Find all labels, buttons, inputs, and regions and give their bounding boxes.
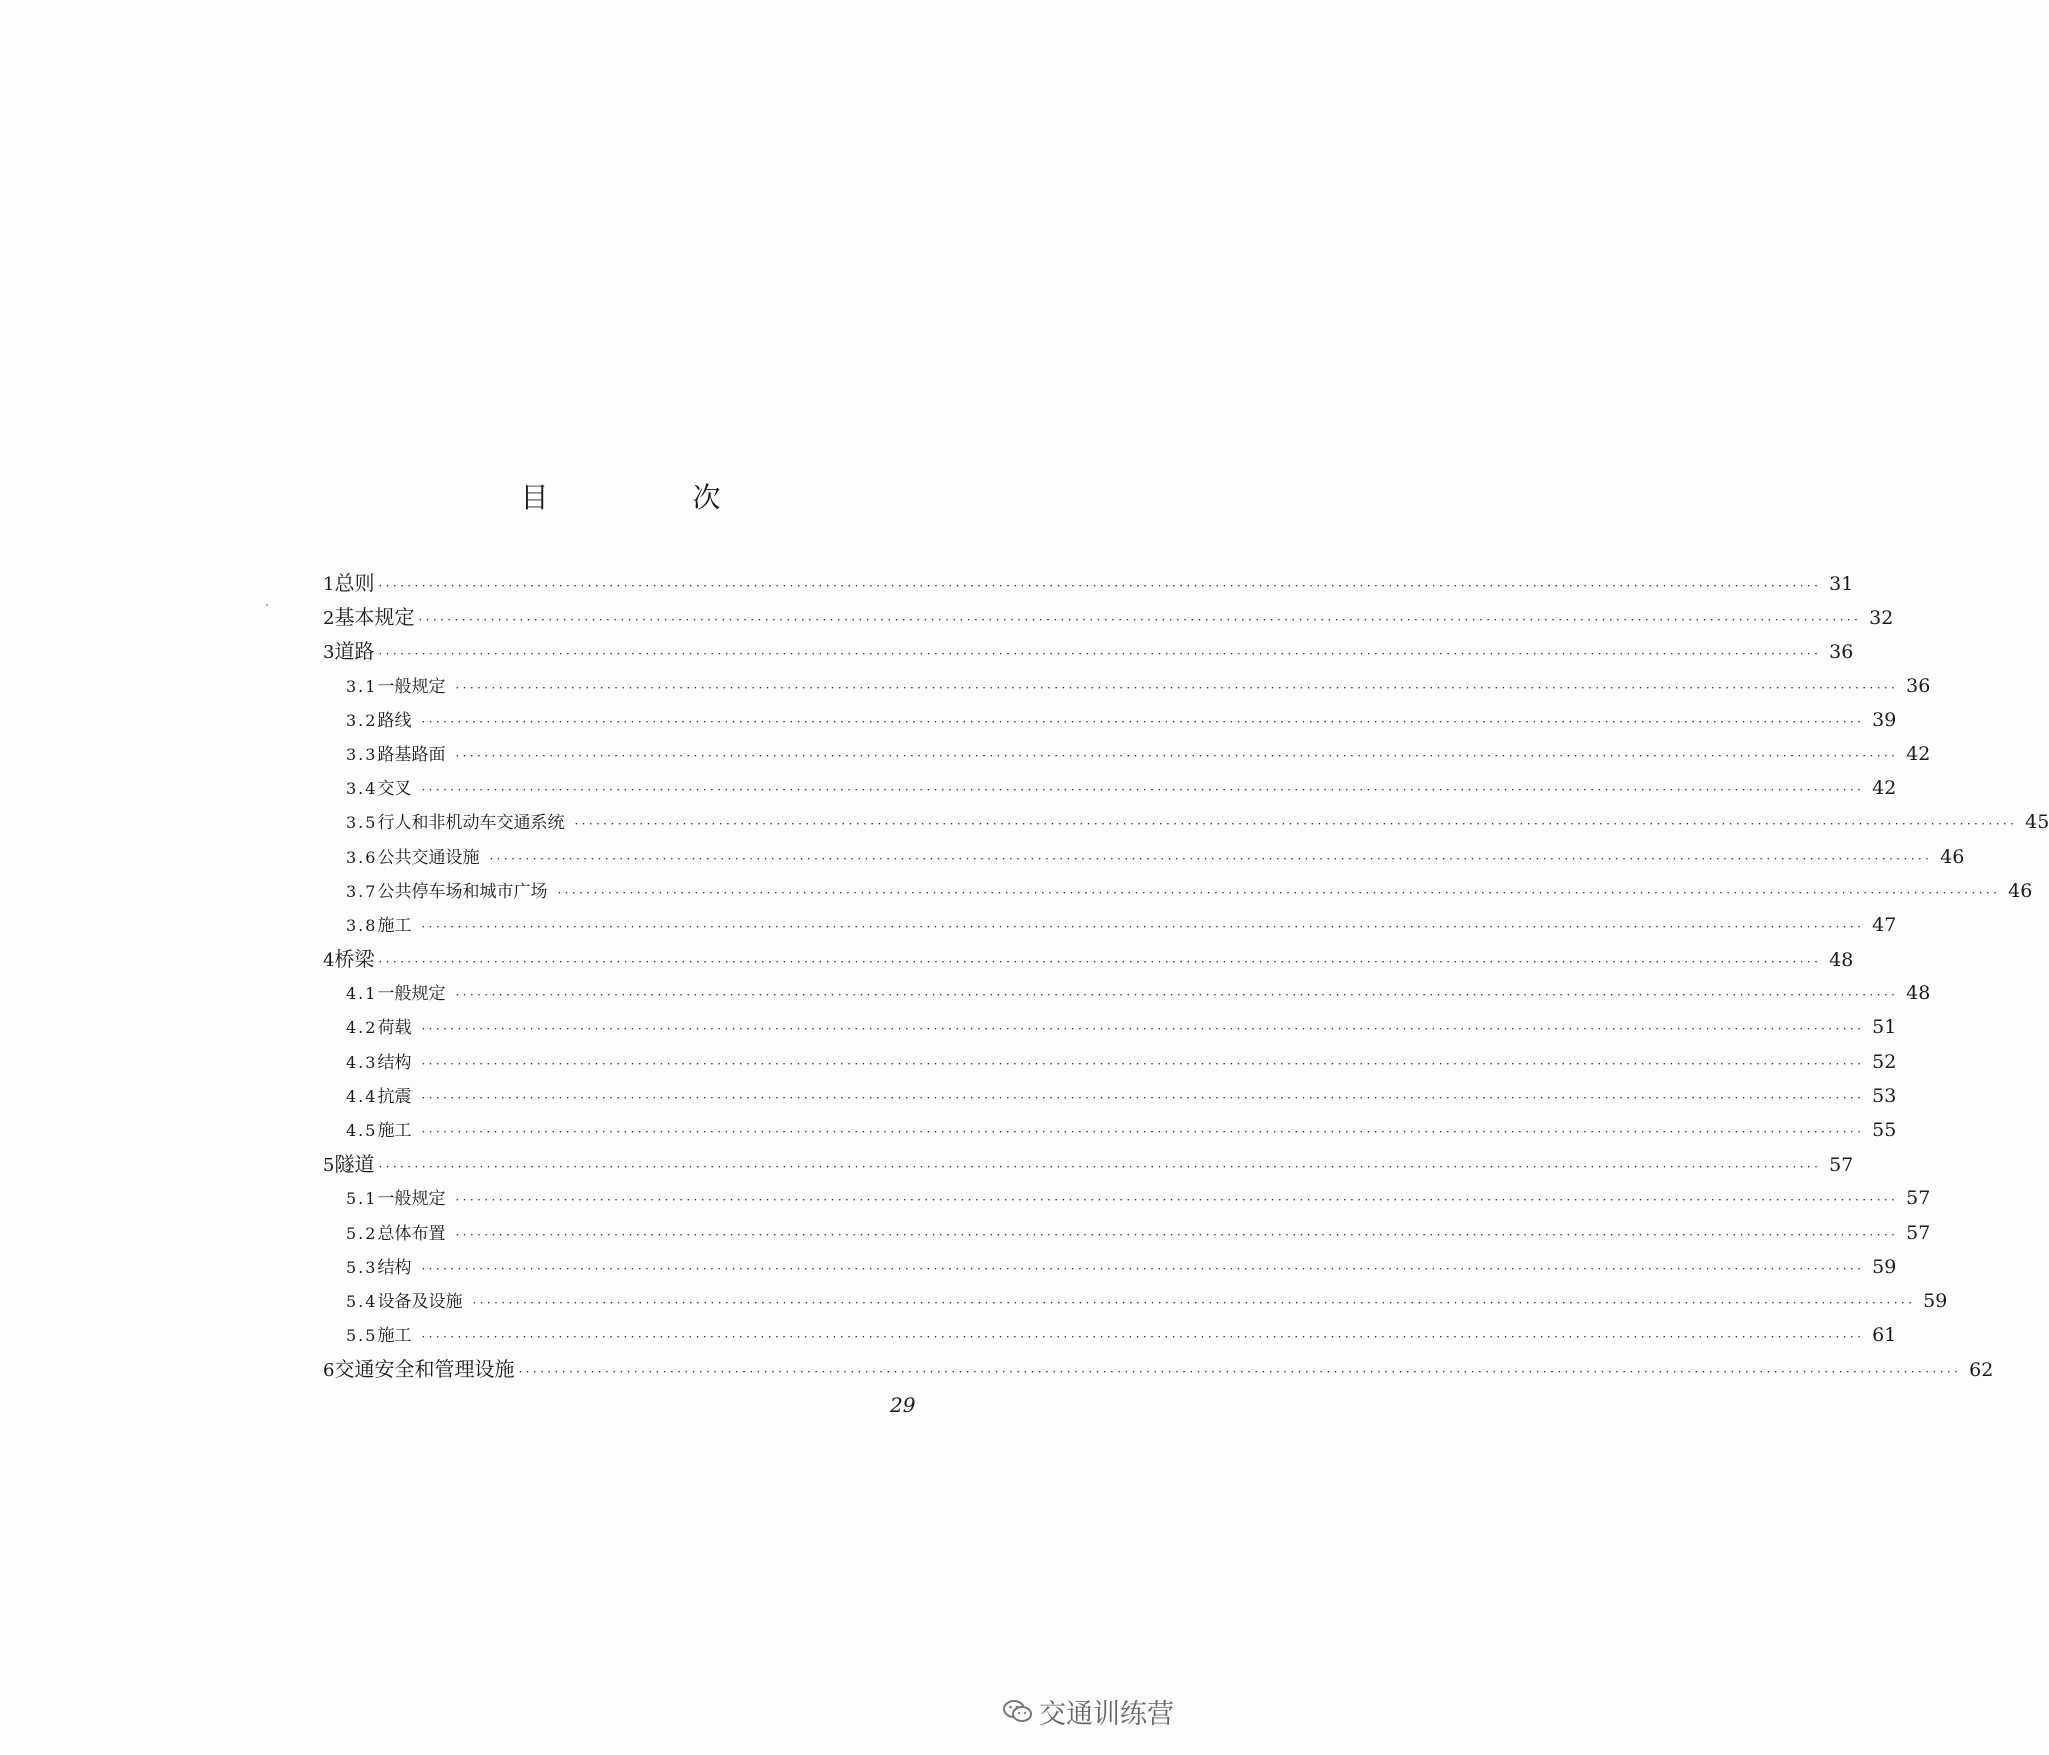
toc-entry-title: 一般规定 (377, 1189, 446, 1210)
toc-dot-leader: ········································································································································································································ (455, 748, 1899, 763)
toc-entry-page: 32 (1869, 607, 1894, 630)
toc-entry-number: 3 (323, 642, 335, 664)
toc-entry-number: 4.4 (346, 1086, 378, 1106)
toc-entry-number: 4.3 (346, 1052, 378, 1072)
toc-entry (323, 737, 1931, 771)
toc-entry-title: 一般规定 (377, 676, 446, 697)
toc-entry (323, 566, 1854, 600)
toc-entry-title: 施工 (377, 1121, 412, 1141)
toc-entry-number: 3.7 (346, 881, 378, 901)
toc-entry-number: 2 (323, 608, 335, 630)
toc-entry-title: 公共停车场和城市广场 (377, 881, 548, 902)
toc-entry-page: 45 (2025, 811, 2049, 834)
toc-entry-title: 公共交通设施 (377, 847, 480, 868)
toc-entry (323, 1352, 1994, 1386)
toc-dot-leader: ········································································································································································································ (455, 1227, 1899, 1242)
toc-entry-number: 1 (323, 574, 335, 595)
toc-entry-page: 48 (1829, 949, 1854, 972)
watermark-text: 交通训练营 (1039, 1699, 1174, 1730)
watermark (1003, 1692, 1174, 1731)
toc-entry (323, 1216, 1931, 1250)
toc-entry-title: 荷载 (377, 1018, 412, 1039)
toc-entry-title: 施工 (377, 915, 412, 936)
toc-entry (323, 669, 1931, 703)
toc-dot-leader: ········································································································································································································ (518, 1365, 1962, 1380)
toc-entry-title: 交通安全和管理设施 (334, 1357, 515, 1382)
toc-dot-leader: ········································································································································································································ (421, 714, 1865, 729)
toc-entry (323, 1250, 1897, 1284)
toc-entry-page: 62 (1969, 1359, 1994, 1382)
toc-entry-number: 3.2 (346, 710, 378, 730)
toc-entry-title: 交叉 (377, 779, 412, 800)
toc-entry-number: 3.8 (346, 915, 378, 935)
toc-entry (323, 703, 1897, 737)
toc-entry-page: 57 (1829, 1154, 1854, 1177)
toc-entry-page: 42 (1906, 742, 1931, 765)
toc-entry-number: 6 (323, 1360, 335, 1382)
toc-entry (323, 1181, 1931, 1215)
toc-entry (323, 942, 1854, 976)
toc-entry-title: 行人和非机动车交通系统 (377, 813, 565, 834)
toc-entry (323, 1079, 1897, 1113)
toc-dot-leader: ········································································································································································································ (421, 1022, 1865, 1037)
toc-entry (323, 600, 1894, 634)
toc-entry-page: 52 (1872, 1050, 1897, 1073)
toc-dot-leader: ········································································································································································································ (421, 1090, 1865, 1105)
toc-entry-number: 5.2 (346, 1223, 378, 1243)
toc-entry (323, 840, 1965, 874)
toc-entry-title: 桥梁 (334, 947, 375, 972)
toc-entry (323, 1147, 1854, 1181)
toc-entry-title: 设备及设施 (377, 1291, 463, 1312)
toc-entry (323, 771, 1897, 805)
toc-dot-leader: ········································································································································································································ (455, 1193, 1899, 1208)
toc-entry-number: 5.4 (346, 1291, 378, 1311)
toc-entry (323, 1010, 1897, 1044)
toc-entry-title: 总则 (334, 571, 375, 595)
toc-dot-leader: ········································································································································································································ (557, 885, 2001, 900)
toc-entry-page: 48 (1906, 982, 1931, 1005)
toc-dot-leader: ········································································································································································································ (455, 680, 1899, 695)
toc-entry-title: 路线 (377, 710, 412, 731)
toc-entry (323, 1318, 1897, 1352)
toc-entry-page: 59 (1872, 1255, 1897, 1278)
toc-dot-leader: ········································································································································································································ (378, 579, 1822, 593)
toc-entry-title: 施工 (377, 1326, 412, 1347)
toc-entry-page: 46 (2008, 879, 2033, 902)
toc-entry-page: 46 (1940, 845, 1965, 868)
toc-dot-leader: ········································································································································································································ (421, 1056, 1865, 1071)
toc-entry-title: 结构 (377, 1257, 412, 1278)
toc-entry-number: 4.1 (346, 984, 378, 1004)
toc-entry-page: 36 (1829, 641, 1854, 664)
toc-entry-title: 结构 (377, 1052, 412, 1073)
toc-entry (323, 976, 1931, 1010)
toc-entry-number: 3.3 (346, 744, 378, 764)
toc-dot-leader: ········································································································································································································ (378, 1160, 1822, 1175)
toc-entry-number: 5.5 (346, 1326, 378, 1346)
toc-entry-page: 57 (1906, 1221, 1931, 1244)
toc-entry-number: 5.3 (346, 1257, 378, 1277)
toc-entry (323, 1284, 1948, 1318)
toc-dot-leader: ········································································································································································································ (574, 817, 2018, 832)
table-of-contents (323, 566, 2049, 1387)
toc-entry-page: 42 (1872, 777, 1897, 800)
toc-entry (323, 634, 1854, 668)
toc-dot-leader: ········································································································································································································ (421, 783, 1865, 798)
toc-entry-number: 4.2 (346, 1018, 378, 1038)
toc-dot-leader: ········································································································································································································ (421, 1330, 1865, 1345)
toc-entry-title: 隧道 (334, 1152, 375, 1177)
toc-entry-number: 3.6 (346, 847, 378, 867)
toc-entry-number: 5 (323, 1155, 335, 1177)
toc-entry-number: 4 (323, 950, 335, 972)
toc-entry-title: 总体布置 (377, 1223, 446, 1244)
toc-entry (323, 1045, 1897, 1079)
toc-entry-page: 59 (1923, 1289, 1948, 1312)
toc-dot-leader: ········································································································································································································ (421, 1125, 1865, 1139)
toc-entry-number: 3.4 (346, 779, 378, 799)
toc-entry-title: 抗震 (377, 1086, 412, 1107)
toc-dot-leader: ········································································································································································································ (421, 919, 1865, 934)
toc-entry-title: 道路 (334, 639, 375, 664)
page-title: 目 次 (520, 481, 779, 514)
toc-entry-page: 55 (1872, 1119, 1897, 1141)
toc-entry-title: 一般规定 (377, 984, 446, 1005)
toc-dot-leader: ········································································································································································································ (489, 851, 1933, 866)
page-number: 29 (890, 1393, 916, 1417)
toc-dot-leader: ········································································································································································································ (421, 1261, 1865, 1276)
scan-speck (266, 604, 268, 606)
toc-entry-number: 4.5 (346, 1121, 378, 1140)
toc-entry (323, 805, 2049, 839)
toc-entry-page: 39 (1872, 708, 1897, 731)
toc-entry-page: 51 (1872, 1016, 1897, 1039)
toc-entry-page: 31 (1829, 573, 1854, 595)
toc-entry (323, 908, 1897, 942)
toc-dot-leader: ········································································································································································································ (418, 613, 1862, 628)
toc-entry (323, 874, 2033, 908)
toc-dot-leader: ········································································································································································································ (472, 1295, 1916, 1310)
toc-entry-number: 3.5 (346, 813, 378, 833)
toc-entry-page: 36 (1906, 674, 1931, 697)
toc-dot-leader: ········································································································································································································ (455, 988, 1899, 1003)
toc-dot-leader: ········································································································································································································ (378, 955, 1822, 970)
toc-entry-title: 路基路面 (377, 744, 446, 765)
toc-entry-page: 53 (1872, 1084, 1897, 1107)
wechat-icon (1003, 1699, 1033, 1725)
toc-entry-number: 5.1 (346, 1189, 378, 1209)
toc-entry-page: 57 (1906, 1187, 1931, 1210)
toc-entry-page: 61 (1872, 1324, 1897, 1347)
toc-entry-page: 47 (1872, 913, 1897, 936)
toc-dot-leader: ········································································································································································································ (378, 647, 1822, 662)
toc-entry-title: 基本规定 (334, 605, 415, 630)
toc-entry-number: 3.1 (346, 676, 378, 696)
toc-entry (323, 1113, 1897, 1147)
